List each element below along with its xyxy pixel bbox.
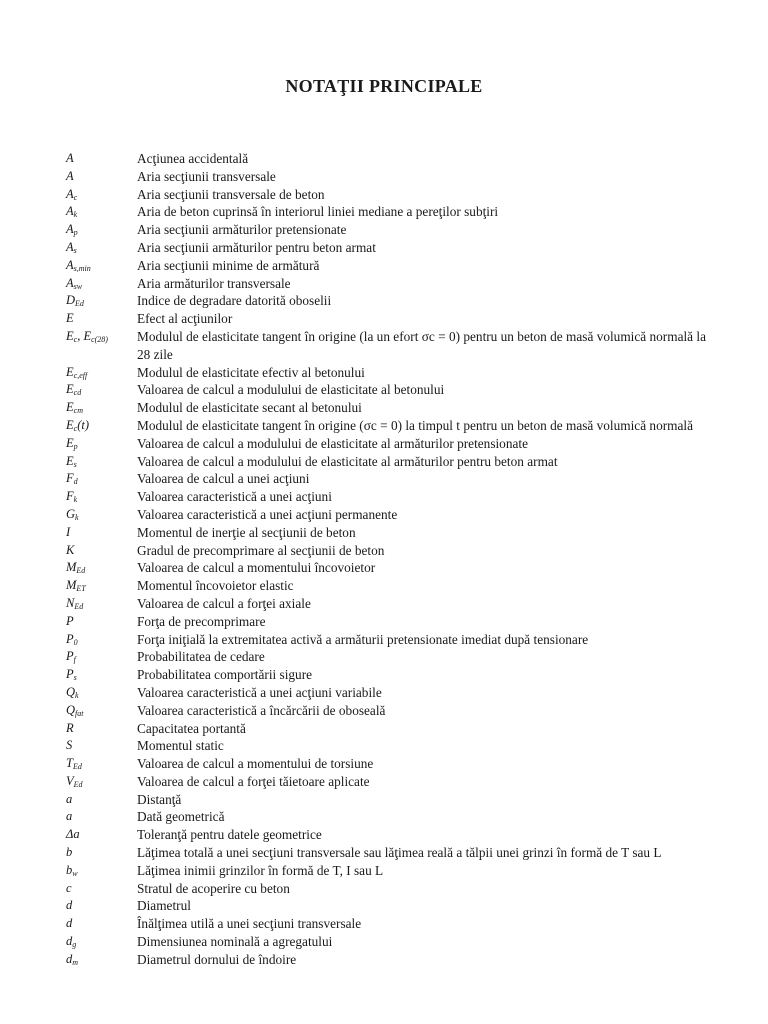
notation-description: Diametrul xyxy=(137,898,191,914)
notation-description: Probabilitatea de cedare xyxy=(137,649,265,665)
notation-row xyxy=(66,453,706,471)
notation-symbol: $E_p$ xyxy=(66,435,78,451)
notation-symbol: $M_{ET}$ xyxy=(66,578,86,594)
notation-row xyxy=(66,577,706,595)
notation-symbol: S xyxy=(66,738,73,753)
notation-symbol: a xyxy=(66,791,73,806)
notation-symbol: $V_{Ed}$ xyxy=(66,773,83,789)
notation-row xyxy=(66,915,706,933)
notation-description: Stratul de acoperire cu beton xyxy=(137,880,290,896)
notation-description: Valoarea de calcul a forţei tăietoare aplicate xyxy=(137,773,370,789)
notation-symbol: $A_k$ xyxy=(66,204,78,220)
notation-symbol: $E_{c,eff}$ xyxy=(66,364,88,380)
notation-row xyxy=(66,186,706,204)
notation-row xyxy=(66,275,706,293)
notation-row xyxy=(66,613,706,631)
notation-row xyxy=(66,310,706,328)
notation-row xyxy=(66,506,706,524)
notation-description: Aria secţiunii transversale de beton xyxy=(137,186,325,202)
notation-description: Forţa iniţială la extremitatea activă a armăturii pretensionate imediat după tensionare xyxy=(137,631,589,647)
notation-symbol: $A_{s,min}$ xyxy=(66,257,91,273)
notation-row xyxy=(66,808,706,826)
notation-symbol: $D_{Ed}$ xyxy=(66,293,84,309)
notation-symbol: R xyxy=(66,720,74,735)
notation-description: Modulul de elasticitate secant al betonului xyxy=(137,400,362,416)
notation-symbol: A xyxy=(66,151,74,165)
notation-symbol: $d_m$ xyxy=(66,951,79,967)
notation-description: Modulul de elasticitate tangent în origine (la un efort σc = 0) pentru un beton de masă volumică normală la 28 zile xyxy=(137,328,706,362)
notation-row xyxy=(66,791,706,809)
notation-row xyxy=(66,880,706,898)
notation-description: Capacitatea portantă xyxy=(137,720,246,736)
notation-symbol: $E_{cd}$ xyxy=(66,382,82,398)
notation-symbol: d xyxy=(66,916,73,931)
notation-symbol: E xyxy=(66,311,74,326)
notation-description: Probabilitatea comportării sigure xyxy=(137,667,313,683)
notation-row xyxy=(66,862,706,880)
notation-description: Momentul de inerţie al secţiunii de beton xyxy=(137,524,356,540)
notation-row xyxy=(66,364,706,382)
notation-symbol: $P_s$ xyxy=(66,667,77,683)
notation-description: Momentul static xyxy=(137,738,224,754)
notation-symbol: $P_0$ xyxy=(66,631,78,647)
notation-description: Valoarea caracteristică a unei acţiuni variabile xyxy=(137,684,382,700)
notation-symbol: P xyxy=(66,613,74,628)
notation-description: Valoarea de calcul a modulului de elasticitate al betonului xyxy=(137,382,445,398)
notation-row xyxy=(66,951,706,969)
notation-row xyxy=(66,933,706,951)
notation-symbol: c xyxy=(66,880,72,895)
notation-symbol: I xyxy=(66,524,71,539)
notation-row xyxy=(66,399,706,417)
notation-row xyxy=(66,328,706,364)
notation-row xyxy=(66,203,706,221)
notation-row xyxy=(66,755,706,773)
notation-row xyxy=(66,684,706,702)
notation-description: Acţiunea accidentală xyxy=(137,151,249,166)
notation-symbol: $F_d$ xyxy=(66,471,78,487)
notation-description: Dată geometrică xyxy=(137,809,225,825)
notation-row xyxy=(66,221,706,239)
notation-row xyxy=(66,257,706,275)
notation-row xyxy=(66,648,706,666)
notation-symbol: $A_s$ xyxy=(66,239,77,255)
notation-symbol: $A_c$ xyxy=(66,186,78,202)
notation-row xyxy=(66,435,706,453)
notation-description: Aria secţiunii armăturilor pentru beton armat xyxy=(137,239,376,255)
notation-row xyxy=(66,168,706,186)
notation-description: Lăţimea inimii grinzilor în formă de T, I sau L xyxy=(137,862,384,878)
notation-row xyxy=(66,595,706,613)
notation-symbol: $d_g$ xyxy=(66,934,77,950)
notation-description: Valoarea de calcul a modulului de elasticitate al armăturilor pretensionate xyxy=(137,435,528,451)
notation-description: Valoarea de calcul a modulului de elasticitate al armăturilor pentru beton armat xyxy=(137,453,558,469)
notation-row xyxy=(66,666,706,684)
notation-row xyxy=(66,559,706,577)
notation-symbol: $E_c$, $E_{c(28)}$ xyxy=(66,328,108,344)
notation-description: Aria secţiunii transversale xyxy=(137,168,276,184)
notation-row xyxy=(66,631,706,649)
notation-symbol: $Q_k$ xyxy=(66,684,79,700)
notation-description: Modulul de elasticitate efectiv al betonului xyxy=(137,364,365,380)
notation-symbol: $E_c(t)$ xyxy=(66,417,90,433)
notation-row xyxy=(66,488,706,506)
notation-row xyxy=(66,826,706,844)
notation-row xyxy=(66,737,706,755)
notation-description: Valoarea caracteristică a unei acţiuni permanente xyxy=(137,506,398,522)
notation-symbol: $G_k$ xyxy=(66,506,79,522)
notation-row xyxy=(66,239,706,257)
notation-description: Valoarea de calcul a unei acţiuni xyxy=(137,471,310,487)
notation-symbol: $T_{Ed}$ xyxy=(66,756,82,772)
notation-row xyxy=(66,773,706,791)
notation-symbol: K xyxy=(66,542,75,557)
notation-description: Valoarea de calcul a forţei axiale xyxy=(137,595,311,611)
notation-description: Dimensiunea nominală a agregatului xyxy=(137,934,333,950)
notation-symbol: $b_w$ xyxy=(66,862,78,878)
notation-symbol: A xyxy=(66,168,74,183)
notation-row xyxy=(66,150,706,168)
notation-row xyxy=(66,720,706,738)
notation-symbol: $M_{Ed}$ xyxy=(66,560,86,576)
notation-symbol: $A_{sw}$ xyxy=(66,275,83,291)
notation-symbol: Δa xyxy=(66,827,80,842)
notation-symbol: $Q_{fat}$ xyxy=(66,702,84,718)
notation-row xyxy=(66,844,706,862)
notation-description: Aria secţiunii minime de armătură xyxy=(137,257,320,273)
notation-description: Lăţimea totală a unei secţiuni transversale sau lăţimea reală a tălpii unei grinzi în formă de T sau L xyxy=(137,845,662,861)
notation-symbol: $A_p$ xyxy=(66,222,78,238)
notation-row xyxy=(66,524,706,542)
notation-symbol: a xyxy=(66,809,73,824)
notation-description: Aria armăturilor transversale xyxy=(137,275,291,291)
notation-row xyxy=(66,702,706,720)
notation-symbol: d xyxy=(66,898,73,913)
notation-row xyxy=(66,381,706,399)
notation-description: Valoarea caracteristică a încărcării de oboseală xyxy=(137,702,386,718)
notation-description: Distanţă xyxy=(137,791,182,807)
notation-description: Diametrul dornului de îndoire xyxy=(137,951,297,967)
notation-description: Aria secţiunii armăturilor pretensionate xyxy=(137,222,347,238)
notation-row xyxy=(66,292,706,310)
notation-description: Valoarea de calcul a momentului de torsiune xyxy=(137,756,374,772)
notation-description: Aria de beton cuprinsă în interiorul liniei mediane a pereţilor subţiri xyxy=(137,204,499,220)
notation-row xyxy=(66,417,706,435)
notation-symbol: $E_{cm}$ xyxy=(66,400,83,416)
notation-description: Toleranţă pentru datele geometrice xyxy=(137,827,322,843)
notation-row xyxy=(66,897,706,915)
notation-description: Momentul încovoietor elastic xyxy=(137,578,294,594)
notation-description: Valoarea de calcul a momentului încovoietor xyxy=(137,560,376,576)
notation-description: Modulul de elasticitate tangent în origine (σc = 0) la timpul t pentru un beton de masă volumică normală xyxy=(137,417,693,433)
notation-description: Efect al acţiunilor xyxy=(137,311,233,327)
notation-description: Forţa de precomprimare xyxy=(137,613,266,629)
notation-symbol: b xyxy=(66,845,73,860)
notation-description: Gradul de precomprimare al secţiunii de beton xyxy=(137,542,385,558)
notation-symbol: $E_s$ xyxy=(66,453,77,469)
page-title: NOTAŢII PRINCIPALE xyxy=(285,76,483,96)
notation-description: Indice de degradare datorită oboselii xyxy=(137,293,332,309)
notation-list xyxy=(66,150,706,969)
notation-symbol: $F_k$ xyxy=(66,489,78,505)
notation-symbol: $N_{Ed}$ xyxy=(66,595,84,611)
notation-row xyxy=(66,470,706,488)
notation-description: Valoarea caracteristică a unei acţiuni xyxy=(137,489,332,505)
notation-row xyxy=(66,542,706,560)
notation-description: Înălţimea utilă a unei secţiuni transversale xyxy=(137,916,362,932)
notation-symbol: $P_f$ xyxy=(66,649,76,665)
